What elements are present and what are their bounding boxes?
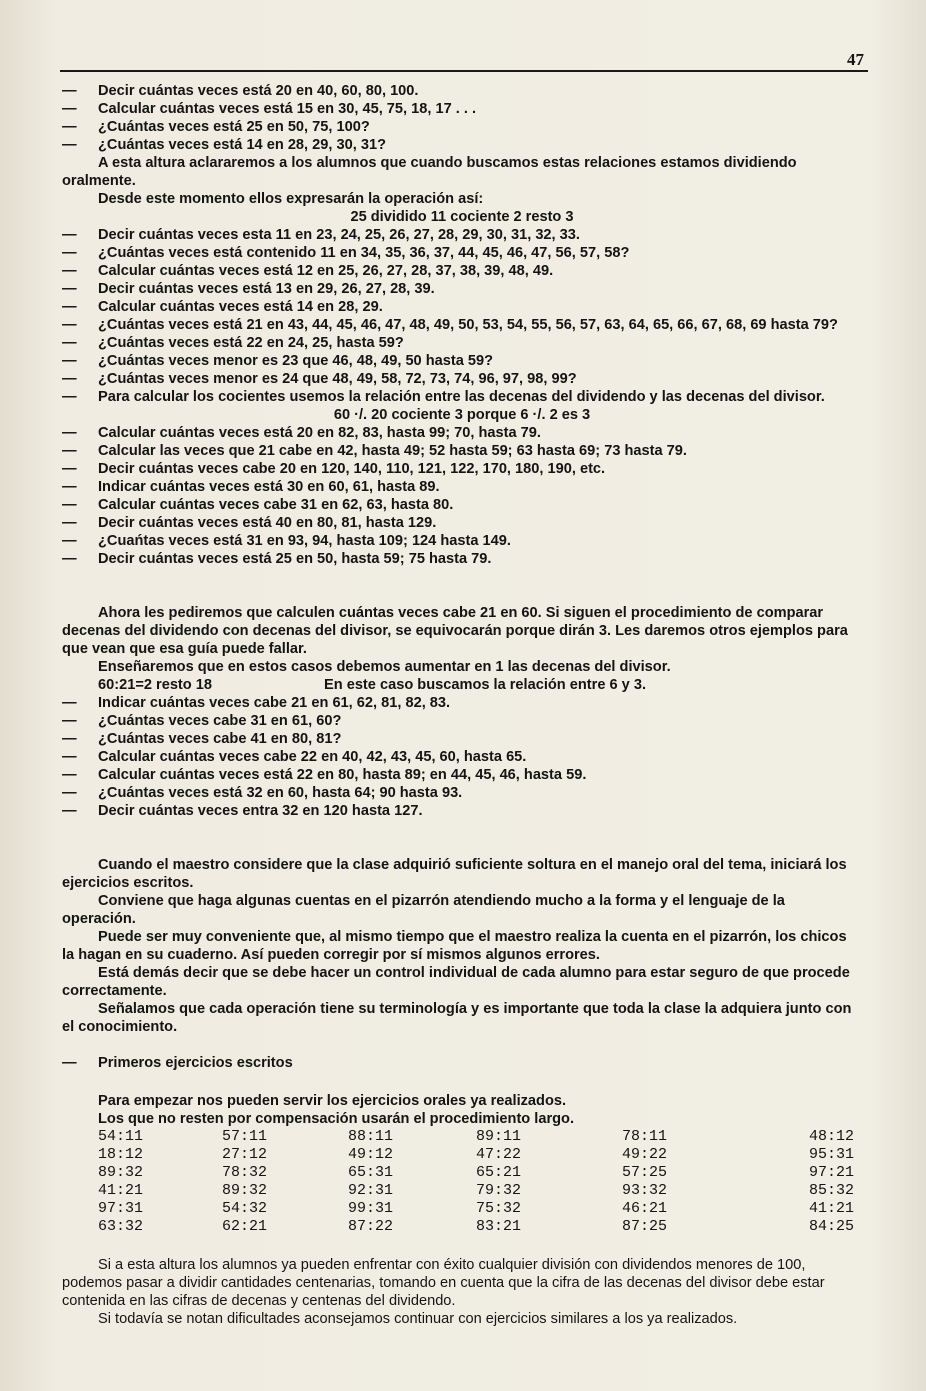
dash-marker: —	[62, 281, 77, 297]
grid-cell: 54:11	[98, 1128, 144, 1145]
grid-cell: 84:25	[808, 1218, 854, 1235]
list-item	[62, 388, 862, 406]
list-item-text: Decir cuántas veces está 25 en 50, hasta 59; 75 hasta 79.	[98, 551, 492, 567]
list-item	[62, 244, 862, 262]
heading-text: Primeros ejercicios escritos	[98, 1055, 293, 1071]
list-item-text: Decir cuántas veces entra 32 en 120 hasta 127.	[98, 803, 423, 819]
dash-marker: —	[62, 551, 77, 567]
list-item	[62, 460, 862, 478]
list-item-text: Calcular cuántas veces cabe 31 en 62, 63, hasta 80.	[98, 497, 454, 513]
list-item	[62, 118, 862, 136]
grid-cell: 89:32	[98, 1164, 144, 1181]
list-item-text: Calcular cuántas veces está 12 en 25, 26, 27, 28, 37, 38, 39, 48, 49.	[98, 263, 554, 279]
dash-marker: —	[62, 1055, 77, 1071]
list-item	[62, 478, 862, 496]
list-item-text: Calcular cuántas veces está 15 en 30, 45, 75, 18, 17 . . .	[98, 101, 477, 117]
grid-cell: 95:31	[808, 1146, 854, 1163]
list-item-text: Decir cuántas veces cabe 20 en 120, 140, 110, 121, 122, 170, 180, 190, etc.	[98, 461, 606, 477]
list-item-text: ¿Cuántas veces está 32 en 60, hasta 64; 90 hasta 93.	[98, 785, 463, 801]
grid-cell: 27:12	[222, 1146, 268, 1163]
grid-cell: 46:21	[622, 1200, 668, 1217]
list-item	[62, 532, 862, 550]
grid-cell: 78:11	[622, 1128, 668, 1145]
list-item	[62, 802, 862, 820]
grid-cell: 47:22	[476, 1146, 522, 1163]
grid-cell: 99:31	[348, 1200, 394, 1217]
dash-marker: —	[62, 119, 77, 135]
list-item	[62, 334, 862, 352]
grid-cell: 92:31	[348, 1182, 394, 1199]
grid-cell: 89:32	[222, 1182, 268, 1199]
grid-cell: 85:32	[808, 1182, 854, 1199]
paragraph: Si a esta altura los alumnos ya pueden enfrentar con éxito cualquier división con dividendos menores de 100, podemos pasar a dividir cantidades centenarias, tomando en cuenta que la cifra de las decenas del divisor debe estar contenida en las cifras de decenas y centenas del dividendo.	[62, 1257, 825, 1309]
paragraph: Para empezar nos pueden servir los ejercicios orales ya realizados.	[98, 1093, 567, 1109]
grid-cell: 49:12	[348, 1146, 394, 1163]
paragraph: Ahora les pediremos que calculen cuántas veces cabe 21 en 60. Si siguen el procedimiento de comparar decenas del dividendo con decenas del divisor, se equivocarán porque dirán 3. Les daremos otros ejemplos para que vean que esa guía puede fallar.	[62, 605, 848, 657]
grid-cell: 79:32	[476, 1182, 522, 1199]
dash-marker: —	[62, 803, 77, 819]
dash-marker: —	[62, 479, 77, 495]
dash-marker: —	[62, 443, 77, 459]
formula: 25 dividido 11 cociente 2 resto 3	[350, 209, 574, 225]
exercise-list-1	[62, 82, 862, 154]
dash-marker: —	[62, 497, 77, 513]
list-item	[62, 280, 862, 298]
list-item	[62, 748, 862, 766]
dash-marker: —	[62, 785, 77, 801]
list-item	[62, 496, 862, 514]
grid-cell: 78:32	[222, 1164, 268, 1181]
list-item	[62, 316, 862, 334]
list-item-text: Decir cuántas veces está 13 en 29, 26, 27, 28, 39.	[98, 281, 435, 297]
list-item-text: Decir cuántas veces esta 11 en 23, 24, 25, 26, 27, 28, 29, 30, 31, 32, 33.	[98, 227, 580, 243]
dash-marker: —	[62, 371, 77, 387]
grid-cell: 89:11	[476, 1128, 522, 1145]
list-item	[62, 226, 862, 244]
dash-marker: —	[62, 227, 77, 243]
list-item	[62, 298, 862, 316]
list-item	[62, 766, 862, 784]
list-item	[62, 262, 862, 280]
list-item-text: Decir cuántas veces está 40 en 80, 81, hasta 129.	[98, 515, 437, 531]
grid-cell: 57:25	[622, 1164, 668, 1181]
paragraph: Enseñaremos que en estos casos debemos aumentar en 1 las decenas del divisor.	[98, 659, 671, 675]
list-item-text: ¿Cuántas veces está 21 en 43, 44, 45, 46, 47, 48, 49, 50, 53, 54, 55, 56, 57, 63, 64, 65, 66, 67, 68, 69 hasta 79?	[98, 317, 838, 333]
note-paragraph: Desde este momento ellos expresarán la operación así:	[98, 191, 484, 207]
dash-marker: —	[62, 731, 77, 747]
grid-cell: 18:12	[98, 1146, 144, 1163]
exercise-list-2	[62, 226, 862, 406]
dash-marker: —	[62, 533, 77, 549]
header-rule	[60, 70, 868, 72]
grid-cell: 87:22	[348, 1218, 394, 1235]
paragraph: Si todavía se notan dificultades aconsejamos continuar con ejercicios similares a los ya realizados.	[98, 1311, 738, 1327]
list-item	[62, 136, 862, 154]
paragraph: Los que no resten por compensación usarán el procedimiento largo.	[98, 1111, 575, 1127]
example-line	[62, 676, 862, 694]
list-item-text: Decir cuántas veces está 20 en 40, 60, 80, 100.	[98, 83, 419, 99]
list-item-text: Calcular las veces que 21 cabe en 42, hasta 49; 52 hasta 59; 63 hasta 69; 73 hasta 79.	[98, 443, 687, 459]
grid-cell: 65:31	[348, 1164, 394, 1181]
dash-marker: —	[62, 767, 77, 783]
grid-cell: 62:21	[222, 1218, 268, 1235]
dash-marker: —	[62, 299, 77, 315]
list-item	[62, 442, 862, 460]
grid-cell: 57:11	[222, 1128, 268, 1145]
list-item-text: Calcular cuántas veces cabe 22 en 40, 42, 43, 45, 60, hasta 65.	[98, 749, 527, 765]
list-item-text: ¿Cuántas veces está 25 en 50, 75, 100?	[98, 119, 370, 135]
grid-cell: 75:32	[476, 1200, 522, 1217]
grid-cell: 88:11	[348, 1128, 394, 1145]
dash-marker: —	[62, 137, 77, 153]
list-item-text: ¿Cuántas veces menor es 23 que 46, 48, 49, 50 hasta 59?	[98, 353, 494, 369]
dash-marker: —	[62, 245, 77, 261]
grid-cell: 83:21	[476, 1218, 522, 1235]
section-heading	[62, 1054, 862, 1072]
list-item	[62, 730, 862, 748]
dash-marker: —	[62, 101, 77, 117]
list-item-text: Indicar cuántas veces está 30 en 60, 61, hasta 89.	[98, 479, 440, 495]
note-paragraph: A esta altura aclararemos a los alumnos que cuando buscamos estas relaciones estamos dividiendo oralmente.	[62, 155, 797, 189]
list-item	[62, 514, 862, 532]
dash-marker: —	[62, 713, 77, 729]
dash-marker: —	[62, 515, 77, 531]
list-item-text: ¿Cuántas veces está 14 en 28, 29, 30, 31?	[98, 137, 386, 153]
list-item	[62, 694, 862, 712]
list-item	[62, 352, 862, 370]
grid-cell: 97:31	[98, 1200, 144, 1217]
formula: 60 ·/. 20 cociente 3 porque 6 ·/. 2 es 3	[333, 407, 591, 423]
list-item	[62, 784, 862, 802]
exercise-list-4	[62, 694, 862, 820]
dash-marker: —	[62, 335, 77, 351]
dash-marker: —	[62, 83, 77, 99]
list-item	[62, 550, 862, 568]
paragraph: Está demás decir que se debe hacer un control individual de cada alumno para estar seguro de que procede correctamente.	[62, 965, 850, 999]
dash-marker: —	[62, 353, 77, 369]
list-item-text: ¿Cuańtas veces está 31 en 93, 94, hasta 109; 124 hasta 149.	[98, 533, 511, 549]
dash-marker: —	[62, 425, 77, 441]
list-item-text: Indicar cuántas veces cabe 21 en 61, 62, 81, 82, 83.	[98, 695, 451, 711]
grid-cell: 93:32	[622, 1182, 668, 1199]
grid-cell: 48:12	[808, 1128, 854, 1145]
paragraph: Señalamos que cada operación tiene su terminología y es importante que toda la clase la adquiera junto con el conocimiento.	[62, 1001, 852, 1035]
list-item	[62, 82, 862, 100]
list-item-text: Para calcular los cocientes usemos la relación entre las decenas del dividendo y las decenas del divisor.	[98, 389, 825, 405]
dash-marker: —	[62, 461, 77, 477]
grid-cell: 65:21	[476, 1164, 522, 1181]
grid-cell: 41:21	[98, 1182, 144, 1199]
dash-marker: —	[62, 749, 77, 765]
list-item	[62, 424, 862, 442]
page-number: 47	[847, 50, 864, 69]
list-item-text: Calcular cuántas veces está 20 en 82, 83, hasta 99; 70, hasta 79.	[98, 425, 541, 441]
dash-marker: —	[62, 389, 77, 405]
list-item-text: ¿Cuántas veces está 22 en 24, 25, hasta 59?	[98, 335, 404, 351]
grid-cell: 87:25	[622, 1218, 668, 1235]
dash-marker: —	[62, 695, 77, 711]
list-item-text: ¿Cuántas veces menor es 24 que 48, 49, 58, 72, 73, 74, 96, 97, 98, 99?	[98, 371, 577, 387]
exercise-list-3	[62, 424, 862, 568]
grid-cell: 41:21	[808, 1200, 854, 1217]
list-item-text: ¿Cuántas veces está contenido 11 en 34, 35, 36, 37, 44, 45, 46, 47, 56, 57, 58?	[98, 245, 630, 261]
list-item	[62, 100, 862, 118]
dash-marker: —	[62, 263, 77, 279]
example-left: 60:21=2 resto 18	[98, 677, 212, 693]
example-right: En este caso buscamos la relación entre 6 y 3.	[324, 677, 647, 693]
list-item-text: ¿Cuántas veces cabe 41 en 80, 81?	[98, 731, 342, 747]
list-item	[62, 370, 862, 388]
grid-cell: 54:32	[222, 1200, 268, 1217]
list-item-text: Calcular cuántas veces está 14 en 28, 29.	[98, 299, 383, 315]
list-item-text: Calcular cuántas veces está 22 en 80, hasta 89; en 44, 45, 46, hasta 59.	[98, 767, 587, 783]
grid-cell: 97:21	[808, 1164, 854, 1181]
paragraph: Conviene que haga algunas cuentas en el pizarrón atendiendo mucho a la forma y el lenguaje de la operación.	[62, 893, 785, 927]
paragraph: Puede ser muy conveniente que, al mismo tiempo que el maestro realiza la cuenta en el pizarrón, los chicos la hagan en su cuaderno. Así pueden corregir por sí mismos algunos errores.	[62, 929, 847, 963]
oral-exercises	[62, 82, 862, 1328]
list-item	[62, 712, 862, 730]
list-item-text: ¿Cuántas veces cabe 31 en 61, 60?	[98, 713, 342, 729]
paragraph: Cuando el maestro considere que la clase adquirió suficiente soltura en el manejo oral del tema, iniciará los ejercicios escritos.	[62, 857, 847, 891]
division-grid	[62, 1128, 862, 1236]
grid-cell: 49:22	[622, 1146, 668, 1163]
dash-marker: —	[62, 317, 77, 333]
grid-cell: 63:32	[98, 1218, 144, 1235]
